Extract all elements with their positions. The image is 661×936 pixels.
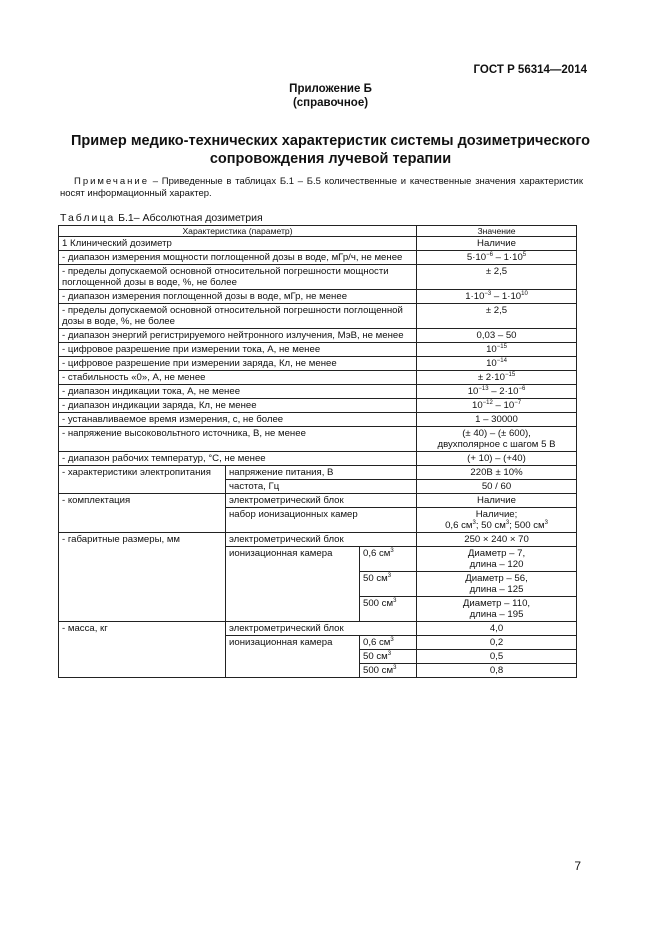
- value-exponent: 3: [393, 598, 397, 604]
- value-cell: ± 2,5: [417, 304, 577, 329]
- value-cell: Наличие: [417, 237, 577, 251]
- table-row: [59, 622, 577, 636]
- page-title-line2: сопровождения лучевой терапии: [209, 151, 452, 167]
- value-cell: 220В ± 10%: [417, 466, 577, 480]
- value-exponent: 5: [522, 252, 527, 258]
- page-title: [60, 132, 601, 168]
- volume-label: 50 см: [363, 651, 388, 662]
- value-cell: 1 – 30000: [417, 413, 577, 427]
- param-cell: - напряжение высоковольтного источника, В, не менее: [59, 427, 417, 452]
- value-cell: [417, 508, 577, 533]
- value-part: 0,6 см: [445, 520, 473, 531]
- table-row: [59, 371, 577, 385]
- param-cell: - масса, кг: [59, 622, 226, 678]
- value-cell: (+ 10) – (+40): [417, 452, 577, 466]
- value-exponent: 3: [390, 548, 394, 554]
- param-cell: - пределы допускаемой основной относительной погрешности поглощенной дозы в воде, %, не более: [59, 304, 417, 329]
- value-part: ± 2·10: [477, 372, 505, 383]
- value-part: – 1·10: [491, 291, 522, 302]
- appendix-subtitle: (справочное): [292, 97, 369, 109]
- param-cell: - диапазон измерения поглощенной дозы в воде, мГр, не менее: [59, 290, 417, 304]
- subparam-cell: частота, Гц: [226, 480, 417, 494]
- table-caption-label: Таблица: [60, 212, 116, 224]
- table-row: [59, 265, 577, 290]
- appendix-title: Приложение Б: [289, 83, 372, 95]
- note-label: Примечание: [74, 176, 149, 187]
- table-row: [59, 399, 577, 413]
- value-part: 10: [467, 386, 479, 397]
- value-exponent: 3: [387, 573, 392, 579]
- param-cell: - диапазон рабочих температур, °С, не менее: [59, 452, 417, 466]
- value-line: длина – 120: [469, 559, 524, 570]
- page-number: 7: [574, 859, 581, 873]
- value-cell: [417, 572, 577, 597]
- value-part: 10: [486, 358, 497, 369]
- param-cell: 1 Клинический дозиметр: [59, 237, 417, 251]
- value-cell: 250 × 240 × 70: [417, 533, 577, 547]
- value-cell: [417, 597, 577, 622]
- note-text: – Приведенные в таблицах Б.1 – Б.5 количественные и качественные значения характеристик носят информационный характер.: [60, 176, 583, 199]
- value-exponent: −14: [496, 358, 507, 364]
- param-cell: - устанавливаемое время измерения, с, не более: [59, 413, 417, 427]
- note-paragraph: [60, 176, 583, 200]
- value-line: Диаметр – 110,: [462, 598, 531, 609]
- table-row: [59, 533, 577, 547]
- value-exponent: 3: [393, 665, 397, 671]
- value-cell: [417, 357, 577, 371]
- subparam-cell: напряжение питания, В: [226, 466, 417, 480]
- volume-label: 50 см: [363, 573, 388, 584]
- value-cell: [417, 547, 577, 572]
- volume-cell: [360, 636, 417, 650]
- value-cell: Наличие: [417, 494, 577, 508]
- param-cell: - характеристики электропитания: [59, 466, 226, 494]
- subparam-cell: набор ионизационных камер: [226, 508, 417, 533]
- table-row: [59, 427, 577, 452]
- value-part: – 10: [492, 400, 515, 411]
- param-cell: - цифровое разрешение при измерении тока, А, не менее: [59, 343, 417, 357]
- value-exponent: 3: [472, 520, 476, 526]
- value-exponent: −3: [484, 291, 492, 297]
- value-exponent: 3: [387, 651, 392, 657]
- table-row: [59, 452, 577, 466]
- table-row: [59, 494, 577, 508]
- value-cell: 0,2: [417, 636, 577, 650]
- value-cell: 4,0: [417, 622, 577, 636]
- value-exponent: 10: [521, 291, 528, 297]
- volume-cell: [360, 572, 417, 597]
- standard-number: ГОСТ Р 56314—2014: [473, 64, 587, 76]
- table-row: [59, 237, 577, 251]
- value-part: – 2·10: [488, 386, 519, 397]
- value-cell: [417, 385, 577, 399]
- param-cell: - пределы допускаемой основной относительной погрешности мощности поглощенной дозы в воде, %, не более: [59, 265, 417, 290]
- table-caption-text: Б.1– Абсолютная дозиметрия: [115, 212, 263, 224]
- subparam-cell: электрометрический блок: [226, 622, 417, 636]
- volume-label: 500 см: [363, 598, 394, 609]
- table-header-row: [59, 226, 577, 237]
- dosimetry-table: [58, 225, 577, 678]
- volume-cell: [360, 597, 417, 622]
- table-row: [59, 290, 577, 304]
- value-cell: [417, 427, 577, 452]
- value-part: – 1·10: [492, 252, 523, 263]
- value-part: ; 500 см: [509, 520, 545, 531]
- table-row: [59, 413, 577, 427]
- value-cell: 0,03 – 50: [417, 329, 577, 343]
- value-cell: 50 / 60: [417, 480, 577, 494]
- volume-label: 0,6 см: [363, 548, 391, 559]
- value-line: двухполярное с шагом 5 В: [437, 439, 556, 450]
- subparam-cell: электрометрический блок: [226, 494, 417, 508]
- value-part: 10: [471, 400, 483, 411]
- table-row: [59, 357, 577, 371]
- value-cell: [417, 251, 577, 265]
- value-exponent: −13: [478, 386, 489, 392]
- param-cell: - диапазон измерения мощности поглощенной дозы в воде, мГр/ч, не менее: [59, 251, 417, 265]
- table-row: [59, 329, 577, 343]
- subparam-cell: ионизационная камера: [226, 636, 360, 678]
- subparam-cell: электрометрический блок: [226, 533, 417, 547]
- table-row: [59, 251, 577, 265]
- table-row: [59, 343, 577, 357]
- table-row: [59, 385, 577, 399]
- value-line: [420, 520, 573, 531]
- param-cell: - диапазон энергий регистрируемого нейтронного излучения, МэВ, не менее: [59, 329, 417, 343]
- param-cell: - диапазон индикации заряда, Кл, не менее: [59, 399, 417, 413]
- value-exponent: −15: [504, 372, 516, 378]
- value-line: (± 40) – (± 600),: [462, 428, 531, 439]
- value-cell: [417, 399, 577, 413]
- volume-label: 0,6 см: [363, 637, 391, 648]
- value-cell: [417, 343, 577, 357]
- value-line: Диаметр – 56,: [465, 573, 528, 584]
- value-line: Наличие;: [475, 509, 518, 520]
- table-row: [59, 304, 577, 329]
- param-cell: - комплектация: [59, 494, 226, 533]
- value-exponent: −6: [486, 252, 493, 258]
- value-part: 1·10: [465, 291, 485, 302]
- volume-cell: [360, 547, 417, 572]
- value-line: длина – 195: [469, 609, 524, 620]
- value-part: 10: [486, 344, 497, 355]
- subparam-cell: ионизационная камера: [226, 547, 360, 622]
- col-header-parameter: Характеристика (параметр): [59, 226, 417, 237]
- value-exponent: −6: [518, 386, 526, 392]
- value-exponent: −12: [482, 400, 493, 406]
- value-cell: 0,8: [417, 664, 577, 678]
- value-exponent: 3: [505, 520, 510, 526]
- table-row: [59, 466, 577, 480]
- value-exponent: −15: [496, 344, 507, 350]
- value-cell: ± 2,5: [417, 265, 577, 290]
- value-cell: [417, 290, 577, 304]
- value-line: длина – 125: [469, 584, 524, 595]
- value-exponent: 3: [544, 520, 548, 526]
- value-line: Диаметр – 7,: [467, 548, 526, 559]
- value-cell: 0,5: [417, 650, 577, 664]
- value-part: ; 50 см: [475, 520, 506, 531]
- col-header-value: Значение: [417, 226, 577, 237]
- volume-cell: [360, 650, 417, 664]
- page-title-line1: Пример медико-технических характеристик системы дозиметрического: [70, 133, 591, 149]
- volume-cell: [360, 664, 417, 678]
- value-part: 5·10: [466, 252, 487, 263]
- param-cell: - стабильность «0», А, не менее: [59, 371, 417, 385]
- value-exponent: 3: [390, 637, 394, 643]
- param-cell: - диапазон индикации тока, А, не менее: [59, 385, 417, 399]
- param-cell: - цифровое разрешение при измерении заряда, Кл, не менее: [59, 357, 417, 371]
- value-cell: [417, 371, 577, 385]
- value-exponent: −7: [514, 400, 522, 406]
- table-caption: [60, 212, 263, 224]
- volume-label: 500 см: [363, 665, 394, 676]
- param-cell: - габаритные размеры, мм: [59, 533, 226, 622]
